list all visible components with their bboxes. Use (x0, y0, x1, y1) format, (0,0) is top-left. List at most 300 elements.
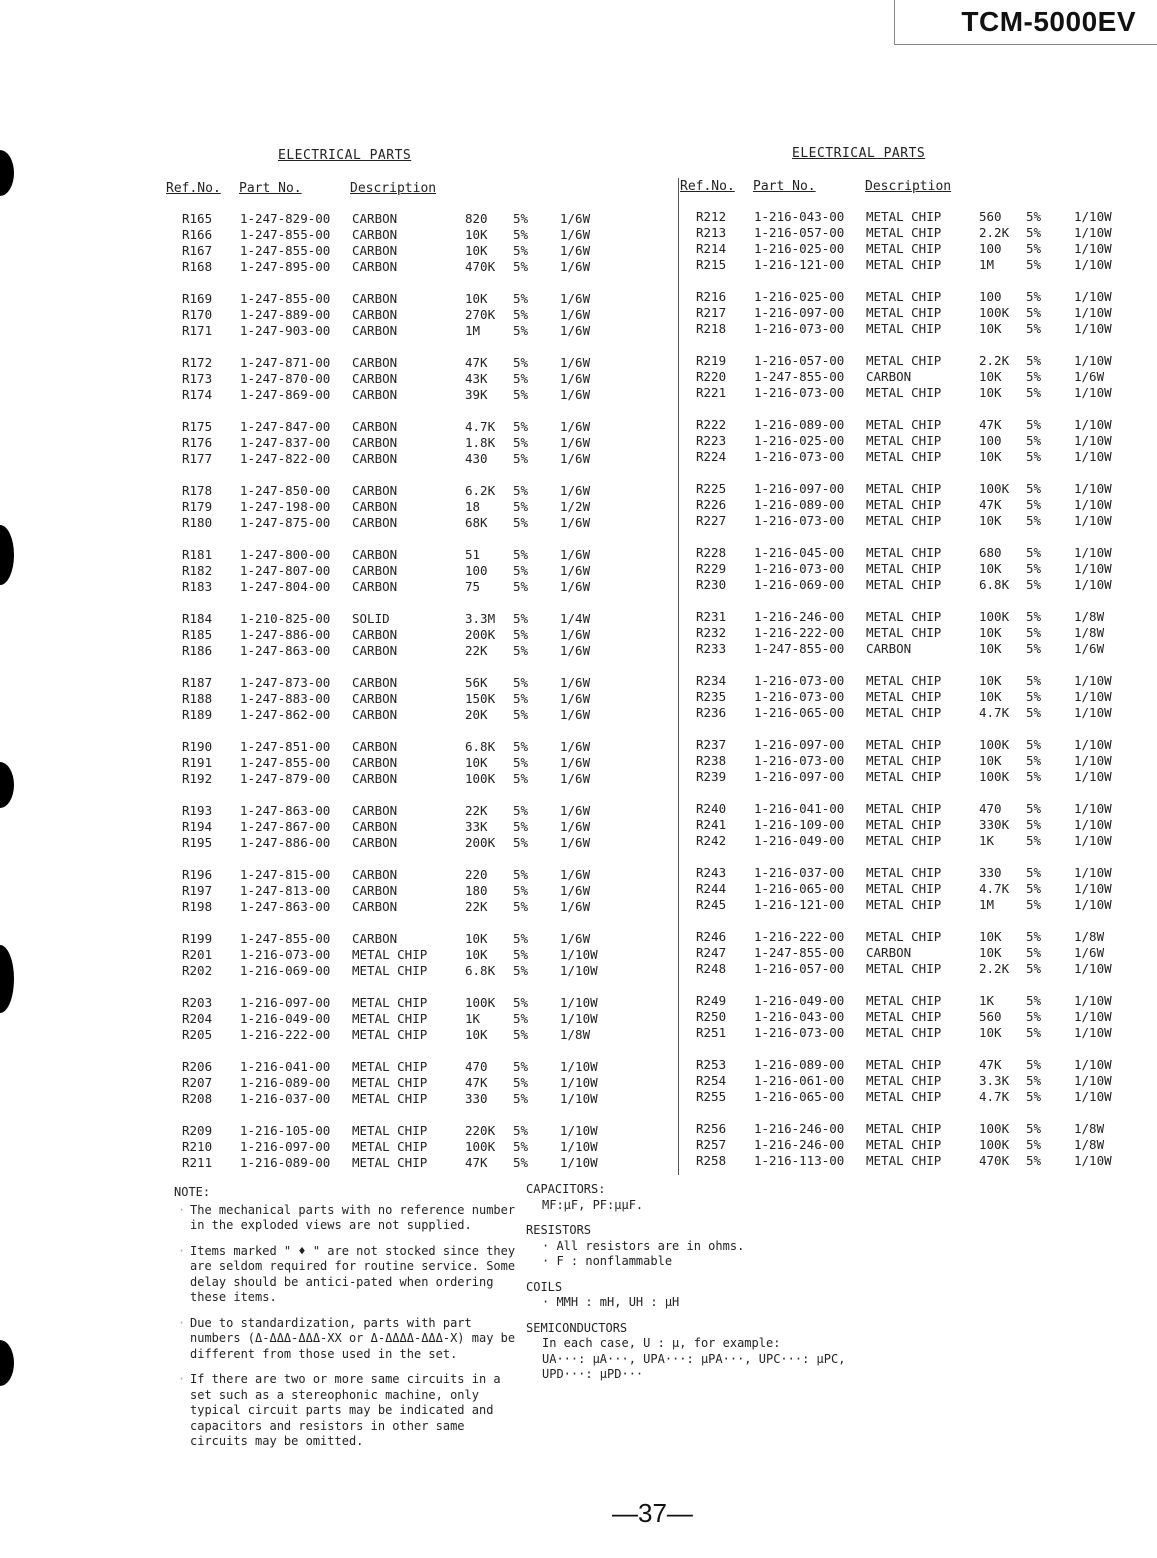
part-row (182, 995, 622, 1011)
legend-line: UPD···: μPD··· (542, 1367, 644, 1381)
cell-ref-no: R221 (696, 385, 727, 400)
legend-title-resistors: RESISTORS (526, 1223, 592, 1237)
cell-value: 150K (465, 691, 496, 706)
cell-wattage: 1/10W (1074, 865, 1112, 880)
part-row (182, 451, 622, 467)
cell-ref-no: R178 (182, 483, 213, 498)
cell-description: CARBON (866, 945, 912, 960)
cell-part-no: 1-247-883-00 (240, 691, 331, 706)
part-row (182, 739, 622, 755)
part-row (696, 433, 1146, 449)
part-row (696, 1009, 1146, 1025)
cell-value: 820 (465, 211, 488, 226)
cell-description: CARBON (352, 291, 398, 306)
part-row (696, 257, 1146, 273)
part-row (696, 1073, 1146, 1089)
cell-wattage: 1/6W (560, 547, 591, 562)
cell-wattage: 1/10W (1074, 801, 1112, 816)
cell-tolerance: 5% (1026, 353, 1042, 368)
cell-value: 100K (979, 305, 1010, 320)
part-row (182, 243, 622, 259)
right-header-desc: Description (865, 179, 952, 194)
cell-description: CARBON (352, 419, 398, 434)
part-row (696, 801, 1146, 817)
cell-wattage: 1/6W (560, 707, 591, 722)
cell-wattage: 1/8W (1074, 929, 1105, 944)
part-row (182, 483, 622, 499)
part-row (696, 481, 1146, 497)
cell-wattage: 1/10W (1074, 449, 1112, 464)
cell-ref-no: R238 (696, 753, 727, 768)
cell-description: METAL CHIP (866, 353, 942, 368)
cell-description: METAL CHIP (352, 1011, 428, 1026)
cell-description: METAL CHIP (866, 801, 942, 816)
cell-description: CARBON (352, 243, 398, 258)
cell-description: METAL CHIP (866, 1057, 942, 1072)
cell-value: 10K (979, 945, 1002, 960)
parts-group (182, 867, 622, 915)
cell-description: METAL CHIP (866, 305, 942, 320)
cell-value: 10K (979, 625, 1002, 640)
part-row (182, 499, 622, 515)
cell-wattage: 1/10W (1074, 241, 1112, 256)
right-header-ref: Ref.No. (680, 179, 735, 194)
part-row (182, 627, 622, 643)
cell-wattage: 1/10W (1074, 561, 1112, 576)
cell-wattage: 1/10W (1074, 353, 1112, 368)
cell-part-no: 1-216-222-00 (754, 625, 845, 640)
cell-description: CARBON (352, 483, 398, 498)
cell-wattage: 1/6W (560, 483, 591, 498)
part-row (696, 353, 1146, 369)
cell-tolerance: 5% (1026, 609, 1042, 624)
cell-description: METAL CHIP (866, 241, 942, 256)
cell-wattage: 1/6W (560, 387, 591, 402)
cell-description: METAL CHIP (866, 481, 942, 496)
cell-value: 4.7K (979, 1089, 1010, 1104)
cell-tolerance: 5% (1026, 753, 1042, 768)
cell-description: METAL CHIP (866, 609, 942, 624)
cell-part-no: 1-216-037-00 (754, 865, 845, 880)
cell-ref-no: R203 (182, 995, 213, 1010)
cell-value: 10K (465, 227, 488, 242)
cell-tolerance: 5% (513, 739, 529, 754)
cell-ref-no: R165 (182, 211, 213, 226)
cell-value: 100K (979, 1137, 1010, 1152)
cell-description: METAL CHIP (866, 561, 942, 576)
cell-wattage: 1/8W (1074, 625, 1105, 640)
parts-group (696, 417, 1146, 465)
cell-part-no: 1-216-246-00 (754, 1137, 845, 1152)
right-table-title: ELECTRICAL PARTS (792, 146, 926, 161)
abbreviation-legend (526, 1182, 886, 1383)
cell-part-no: 1-216-097-00 (754, 769, 845, 784)
cell-wattage: 1/6W (560, 627, 591, 642)
cell-ref-no: R233 (696, 641, 727, 656)
cell-value: 10K (979, 1025, 1002, 1040)
cell-value: 100K (465, 995, 496, 1010)
part-row (696, 609, 1146, 625)
cell-tolerance: 5% (1026, 801, 1042, 816)
part-row (182, 931, 622, 947)
cell-tolerance: 5% (1026, 1137, 1042, 1152)
cell-value: 22K (465, 899, 488, 914)
cell-ref-no: R229 (696, 561, 727, 576)
cell-value: 10K (979, 369, 1002, 384)
cell-wattage: 1/10W (1074, 513, 1112, 528)
cell-wattage: 1/10W (560, 1011, 598, 1026)
cell-part-no: 1-216-025-00 (754, 289, 845, 304)
cell-ref-no: R242 (696, 833, 727, 848)
cell-wattage: 1/6W (560, 323, 591, 338)
cell-tolerance: 5% (1026, 577, 1042, 592)
cell-part-no: 1-216-097-00 (754, 305, 845, 320)
cell-description: METAL CHIP (866, 753, 942, 768)
cell-value: 470 (465, 1059, 488, 1074)
cell-tolerance: 5% (1026, 1089, 1042, 1104)
cell-part-no: 1-247-855-00 (754, 945, 845, 960)
cell-description: SOLID (352, 611, 390, 626)
part-row (182, 771, 622, 787)
cell-tolerance: 5% (513, 547, 529, 562)
part-row (696, 673, 1146, 689)
cell-value: 75 (465, 579, 481, 594)
cell-wattage: 1/6W (560, 563, 591, 578)
cell-part-no: 1-247-855-00 (754, 369, 845, 384)
cell-value: 180 (465, 883, 488, 898)
cell-wattage: 1/6W (560, 691, 591, 706)
cell-tolerance: 5% (513, 451, 529, 466)
cell-description: CARBON (352, 371, 398, 386)
part-row (182, 643, 622, 659)
cell-part-no: 1-216-073-00 (754, 753, 845, 768)
cell-wattage: 1/10W (1074, 673, 1112, 688)
legend-title-semiconductors: SEMICONDUCTORS (526, 1320, 628, 1335)
cell-wattage: 1/6W (1074, 945, 1105, 960)
cell-part-no: 1-247-855-00 (240, 931, 331, 946)
cell-description: CARBON (352, 387, 398, 402)
cell-wattage: 1/10W (1074, 1153, 1112, 1168)
cell-wattage: 1/6W (560, 371, 591, 386)
cell-wattage: 1/6W (560, 643, 591, 658)
binder-hole-mark (0, 150, 14, 196)
cell-wattage: 1/6W (560, 867, 591, 882)
cell-ref-no: R169 (182, 291, 213, 306)
parts-group (182, 355, 622, 403)
cell-tolerance: 5% (513, 291, 529, 306)
legend-title-capacitors: CAPACITORS: (526, 1182, 606, 1196)
cell-tolerance: 5% (1026, 545, 1042, 560)
part-row (696, 289, 1146, 305)
cell-part-no: 1-216-041-00 (240, 1059, 331, 1074)
cell-tolerance: 5% (1026, 897, 1042, 912)
cell-value: 330 (465, 1091, 488, 1106)
cell-wattage: 1/6W (560, 243, 591, 258)
cell-ref-no: R248 (696, 961, 727, 976)
cell-part-no: 1-247-863-00 (240, 803, 331, 818)
cell-ref-no: R244 (696, 881, 727, 896)
cell-value: 2.2K (979, 961, 1010, 976)
cell-wattage: 1/8W (1074, 1137, 1105, 1152)
cell-wattage: 1/10W (1074, 289, 1112, 304)
cell-value: 47K (979, 1057, 1002, 1072)
cell-part-no: 1-216-089-00 (754, 1057, 845, 1072)
cell-part-no: 1-247-855-00 (240, 291, 331, 306)
cell-ref-no: R245 (696, 897, 727, 912)
cell-part-no: 1-216-246-00 (754, 1121, 845, 1136)
cell-ref-no: R225 (696, 481, 727, 496)
part-row (182, 707, 622, 723)
cell-description: CARBON (352, 627, 398, 642)
cell-part-no: 1-247-869-00 (240, 387, 331, 402)
cell-wattage: 1/10W (560, 995, 598, 1010)
legend-line: · All resistors are in ohms. (542, 1238, 745, 1253)
cell-wattage: 1/10W (560, 1075, 598, 1090)
cell-wattage: 1/4W (560, 611, 591, 626)
part-row (696, 689, 1146, 705)
part-row (696, 449, 1146, 465)
cell-part-no: 1-247-822-00 (240, 451, 331, 466)
cell-ref-no: R217 (696, 305, 727, 320)
cell-ref-no: R171 (182, 323, 213, 338)
cell-wattage: 1/10W (1074, 833, 1112, 848)
part-row (696, 897, 1146, 913)
cell-tolerance: 5% (513, 771, 529, 786)
cell-value: 6.8K (979, 577, 1010, 592)
cell-description: CARBON (352, 579, 398, 594)
cell-part-no: 1-216-057-00 (754, 225, 845, 240)
cell-ref-no: R185 (182, 627, 213, 642)
cell-part-no: 1-247-895-00 (240, 259, 331, 274)
cell-part-no: 1-216-073-00 (754, 561, 845, 576)
cell-part-no: 1-216-073-00 (754, 385, 845, 400)
cell-description: METAL CHIP (866, 257, 942, 272)
cell-wattage: 1/10W (1074, 689, 1112, 704)
cell-ref-no: R234 (696, 673, 727, 688)
cell-description: METAL CHIP (866, 1153, 942, 1168)
cell-tolerance: 5% (513, 931, 529, 946)
cell-description: CARBON (352, 323, 398, 338)
cell-description: CARBON (352, 931, 398, 946)
cell-tolerance: 5% (1026, 641, 1042, 656)
cell-ref-no: R172 (182, 355, 213, 370)
parts-group (182, 291, 622, 339)
cell-description: METAL CHIP (866, 289, 942, 304)
cell-value: 1M (465, 323, 481, 338)
cell-wattage: 1/10W (1074, 817, 1112, 832)
cell-ref-no: R192 (182, 771, 213, 786)
cell-ref-no: R226 (696, 497, 727, 512)
cell-part-no: 1-247-855-00 (240, 243, 331, 258)
cell-ref-no: R204 (182, 1011, 213, 1026)
cell-ref-no: R210 (182, 1139, 213, 1154)
part-row (182, 1075, 622, 1091)
part-row (182, 835, 622, 851)
cell-description: METAL CHIP (866, 769, 942, 784)
part-row (182, 1155, 622, 1171)
cell-description: METAL CHIP (866, 897, 942, 912)
cell-value: 33K (465, 819, 488, 834)
cell-part-no: 1-216-041-00 (754, 801, 845, 816)
cell-part-no: 1-216-065-00 (754, 881, 845, 896)
cell-value: 3.3K (979, 1073, 1010, 1088)
part-row (696, 929, 1146, 945)
cell-part-no: 1-247-804-00 (240, 579, 331, 594)
cell-description: METAL CHIP (866, 737, 942, 752)
cell-wattage: 1/10W (560, 1091, 598, 1106)
cell-part-no: 1-216-089-00 (240, 1155, 331, 1170)
cell-value: 10K (465, 755, 488, 770)
cell-value: 100K (979, 769, 1010, 784)
cell-description: METAL CHIP (352, 947, 428, 962)
cell-wattage: 1/6W (560, 819, 591, 834)
cell-value: 10K (979, 321, 1002, 336)
cell-value: 220 (465, 867, 488, 882)
cell-part-no: 1-216-113-00 (754, 1153, 845, 1168)
cell-tolerance: 5% (1026, 417, 1042, 432)
cell-description: CARBON (352, 835, 398, 850)
cell-part-no: 1-247-867-00 (240, 819, 331, 834)
part-row (182, 1011, 622, 1027)
cell-tolerance: 5% (1026, 1121, 1042, 1136)
cell-description: CARBON (352, 451, 398, 466)
cell-ref-no: R206 (182, 1059, 213, 1074)
cell-tolerance: 5% (513, 1075, 529, 1090)
cell-tolerance: 5% (1026, 481, 1042, 496)
cell-value: 10K (979, 753, 1002, 768)
cell-description: METAL CHIP (352, 963, 428, 978)
cell-part-no: 1-216-121-00 (754, 897, 845, 912)
cell-tolerance: 5% (1026, 241, 1042, 256)
cell-wattage: 1/10W (1074, 993, 1112, 1008)
cell-tolerance: 5% (513, 803, 529, 818)
cell-description: METAL CHIP (866, 209, 942, 224)
cell-tolerance: 5% (513, 243, 529, 258)
note-item: · If there are two or more same circuits in a set such as a stereophonic machine, only typical circuit parts may be indicated and capacitors and resistors in other same circuits may be omitted. (174, 1372, 519, 1450)
cell-part-no: 1-216-097-00 (240, 1139, 331, 1154)
cell-tolerance: 5% (513, 355, 529, 370)
right-header-part: Part No. (753, 179, 816, 194)
cell-value: 47K (979, 497, 1002, 512)
cell-description: CARBON (352, 515, 398, 530)
cell-description: METAL CHIP (866, 545, 942, 560)
cell-tolerance: 5% (1026, 625, 1042, 640)
cell-ref-no: R168 (182, 259, 213, 274)
cell-wattage: 1/6W (560, 835, 591, 850)
cell-ref-no: R177 (182, 451, 213, 466)
cell-tolerance: 5% (1026, 449, 1042, 464)
cell-wattage: 1/10W (1074, 433, 1112, 448)
cell-value: 56K (465, 675, 488, 690)
page-number: —37— (612, 1498, 693, 1528)
cell-wattage: 1/8W (1074, 1121, 1105, 1136)
cell-description: CARBON (352, 899, 398, 914)
cell-value: 47K (465, 1155, 488, 1170)
cell-part-no: 1-216-057-00 (754, 353, 845, 368)
cell-tolerance: 5% (513, 211, 529, 226)
part-row (696, 225, 1146, 241)
cell-ref-no: R212 (696, 209, 727, 224)
part-row (182, 579, 622, 595)
cell-wattage: 1/6W (560, 755, 591, 770)
cell-part-no: 1-216-037-00 (240, 1091, 331, 1106)
cell-ref-no: R186 (182, 643, 213, 658)
part-row (182, 563, 622, 579)
cell-tolerance: 5% (513, 563, 529, 578)
cell-value: 1M (979, 897, 995, 912)
cell-ref-no: R209 (182, 1123, 213, 1138)
cell-value: 10K (979, 929, 1002, 944)
cell-part-no: 1-216-045-00 (754, 545, 845, 560)
cell-part-no: 1-216-069-00 (240, 963, 331, 978)
cell-tolerance: 5% (513, 435, 529, 450)
cell-tolerance: 5% (513, 323, 529, 338)
cell-description: CARBON (352, 499, 398, 514)
part-row (182, 227, 622, 243)
cell-description: CARBON (352, 643, 398, 658)
cell-part-no: 1-247-847-00 (240, 419, 331, 434)
part-row (182, 803, 622, 819)
cell-ref-no: R255 (696, 1089, 727, 1104)
cell-description: METAL CHIP (352, 1091, 428, 1106)
cell-value: 470K (465, 259, 496, 274)
cell-tolerance: 5% (1026, 513, 1042, 528)
cell-description: CARBON (352, 563, 398, 578)
cell-tolerance: 5% (513, 883, 529, 898)
cell-value: 22K (465, 803, 488, 818)
cell-tolerance: 5% (1026, 993, 1042, 1008)
cell-value: 100 (465, 563, 488, 578)
cell-value: 47K (465, 1075, 488, 1090)
cell-tolerance: 5% (513, 1155, 529, 1170)
cell-part-no: 1-247-863-00 (240, 643, 331, 658)
cell-part-no: 1-216-097-00 (240, 995, 331, 1010)
cell-wattage: 1/6W (560, 211, 591, 226)
cell-tolerance: 5% (1026, 369, 1042, 384)
cell-ref-no: R183 (182, 579, 213, 594)
cell-wattage: 1/10W (1074, 881, 1112, 896)
cell-ref-no: R195 (182, 835, 213, 850)
cell-part-no: 1-216-105-00 (240, 1123, 331, 1138)
cell-ref-no: R237 (696, 737, 727, 752)
cell-ref-no: R211 (182, 1155, 213, 1170)
binder-hole-mark (0, 762, 14, 808)
cell-wattage: 1/10W (560, 1059, 598, 1074)
cell-value: 470 (979, 801, 1002, 816)
part-row (696, 641, 1146, 657)
cell-description: METAL CHIP (866, 625, 942, 640)
cell-wattage: 1/10W (1074, 961, 1112, 976)
cell-description: METAL CHIP (866, 673, 942, 688)
cell-value: 100 (979, 433, 1002, 448)
cell-part-no: 1-216-065-00 (754, 705, 845, 720)
cell-wattage: 1/10W (1074, 497, 1112, 512)
part-row (182, 691, 622, 707)
cell-ref-no: R214 (696, 241, 727, 256)
cell-part-no: 1-216-057-00 (754, 961, 845, 976)
cell-value: 51 (465, 547, 481, 562)
cell-description: METAL CHIP (866, 577, 942, 592)
cell-description: CARBON (352, 867, 398, 882)
cell-ref-no: R250 (696, 1009, 727, 1024)
parts-group (696, 993, 1146, 1041)
part-row (182, 1123, 622, 1139)
cell-part-no: 1-247-873-00 (240, 675, 331, 690)
right-parts-table (696, 209, 1146, 1185)
parts-group (182, 803, 622, 851)
cell-ref-no: R254 (696, 1073, 727, 1088)
note-item: · Items marked " ♦ " are not stocked since they are seldom required for routine service. Some delay should be antici-pated when ordering these items. (174, 1244, 519, 1306)
